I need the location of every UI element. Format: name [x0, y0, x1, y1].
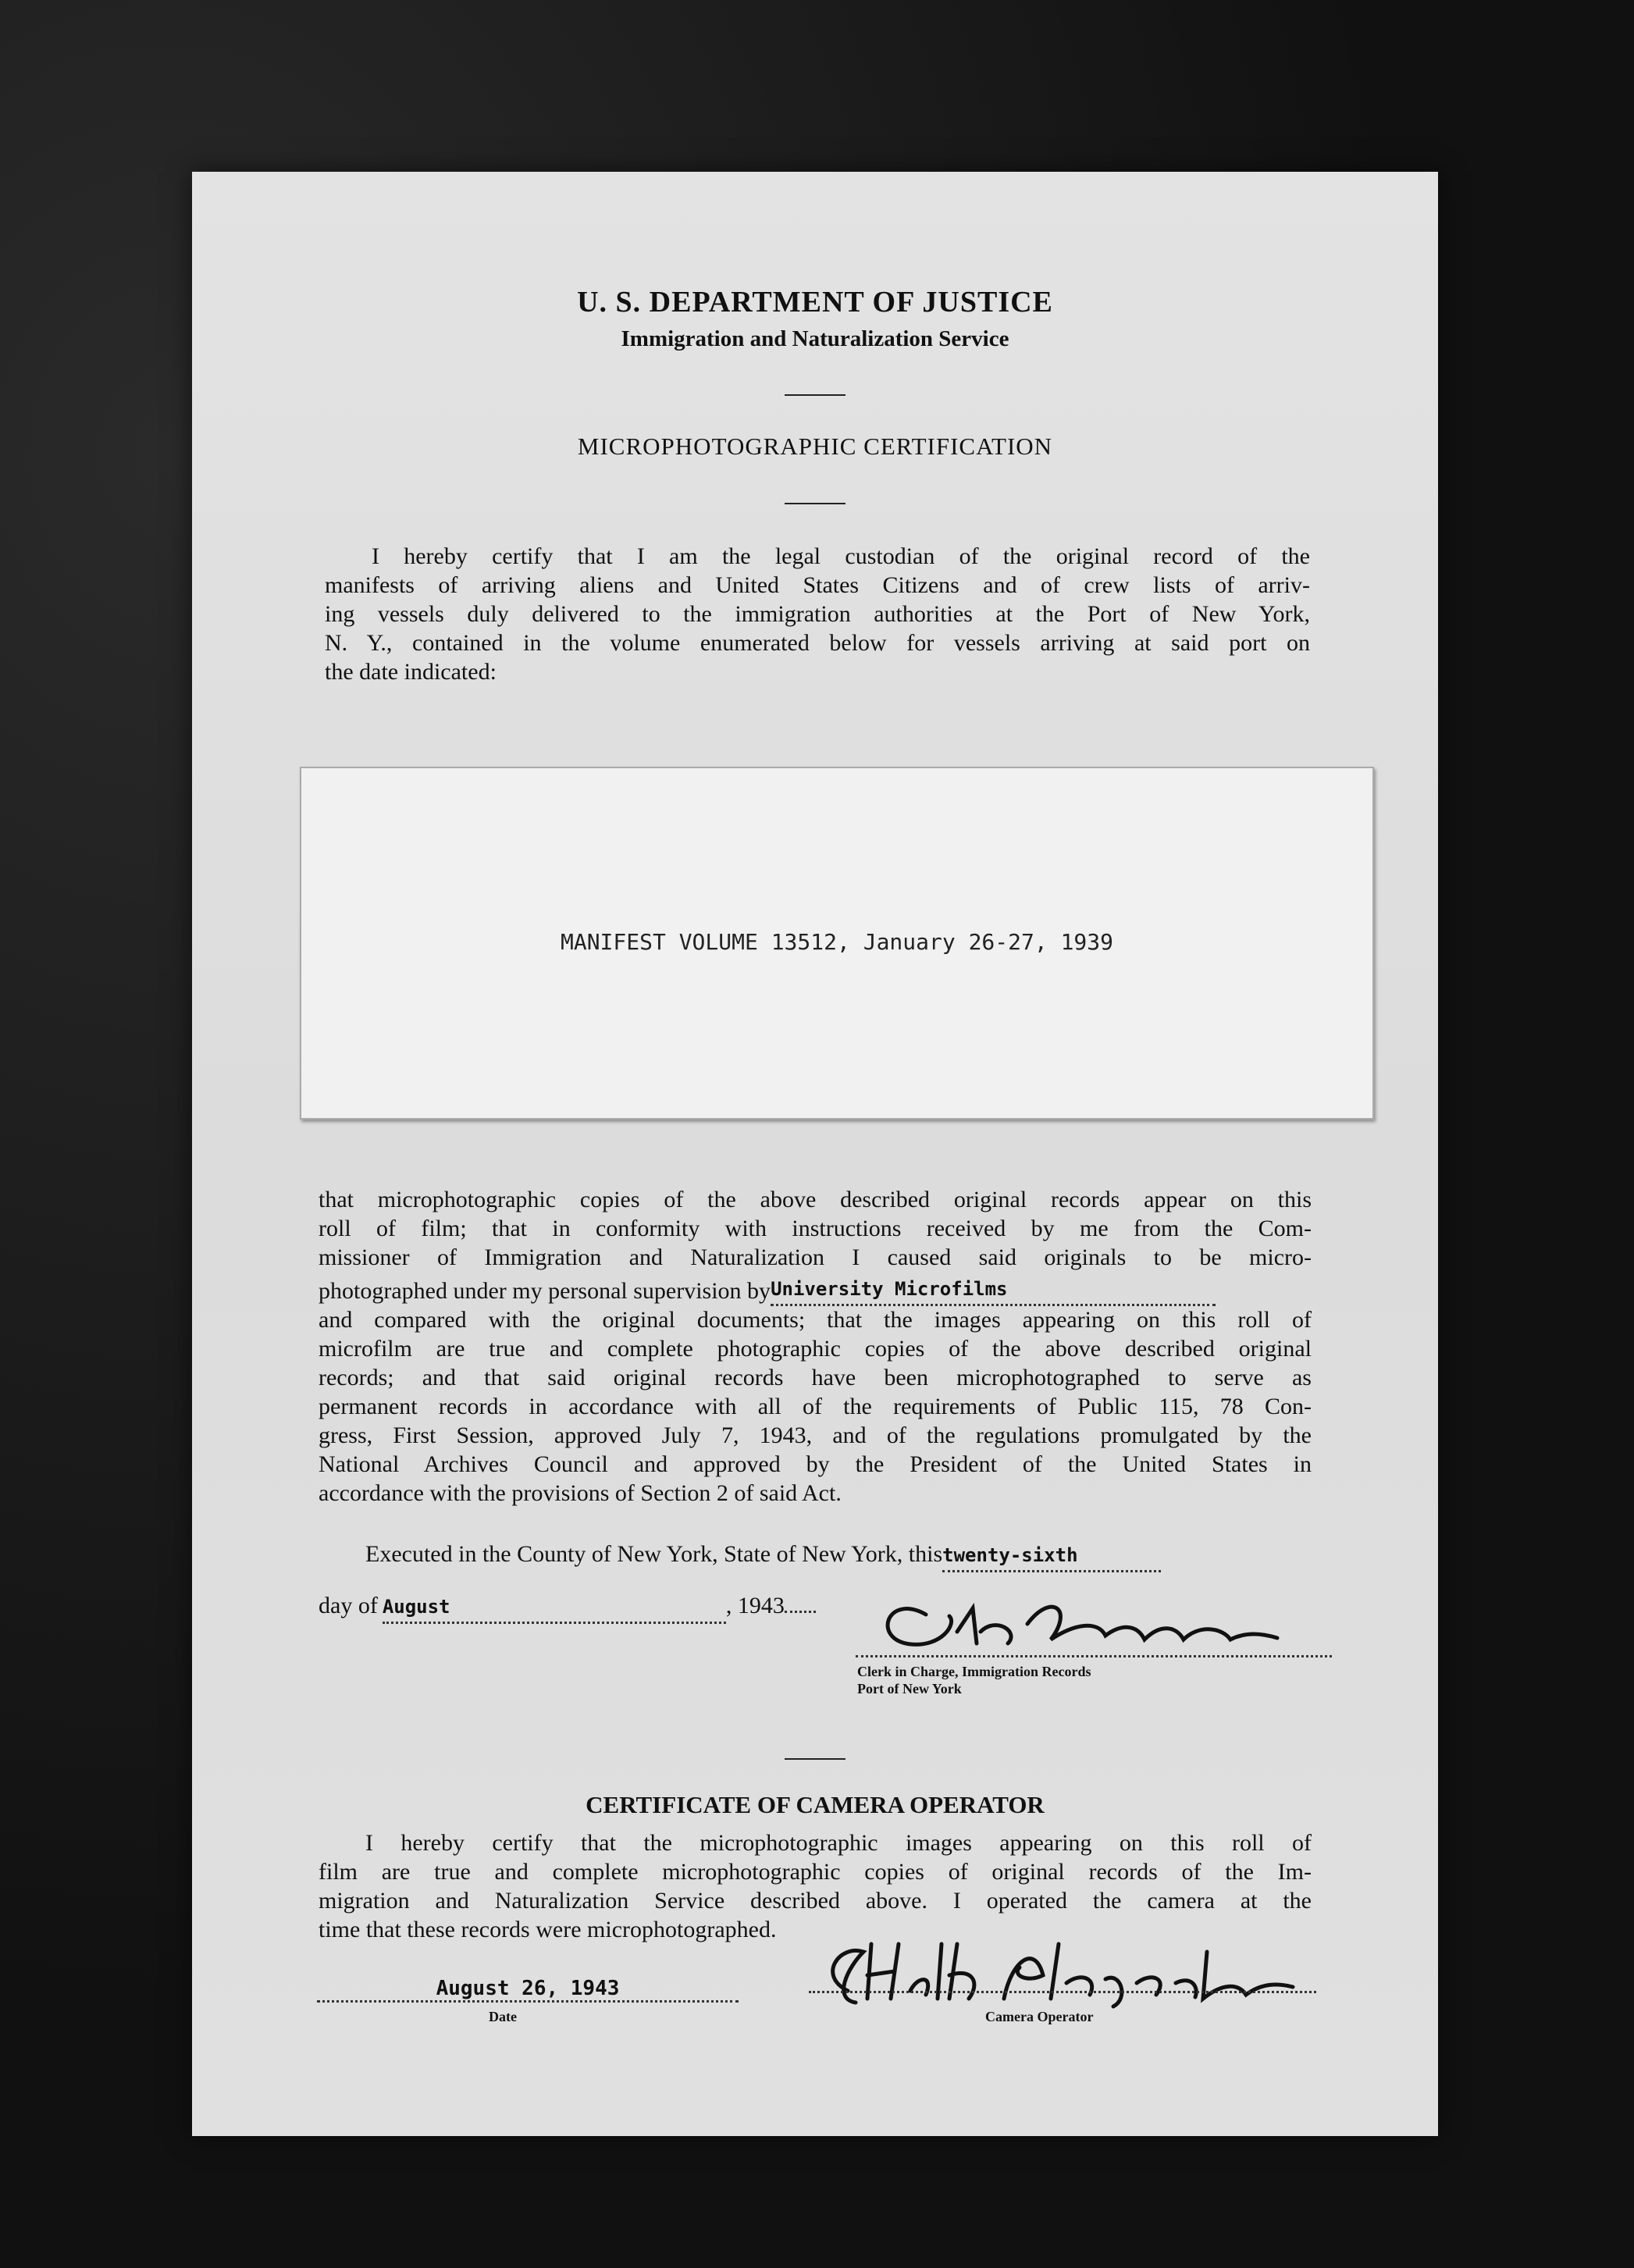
- executed-line: Executed in the County of New York, State of New York, thistwenty-sixth: [365, 1540, 1341, 1572]
- operator-signature-line: [809, 1991, 1316, 1993]
- month-fill: August: [382, 1596, 450, 1618]
- executed-day-fill: twenty-sixth: [942, 1544, 1078, 1566]
- divider-rule: [785, 394, 845, 396]
- divider-rule: [785, 503, 845, 504]
- camera-line: I hereby certify that the microphotographic images appearing on this roll of: [365, 1830, 1312, 1856]
- clerk-title-line2: Port of New York: [857, 1681, 962, 1697]
- service-subheading: Immigration and Naturalization Service: [621, 326, 1009, 351]
- body-line: permanent records in accordance with all of the requirements of Public 115, 78 Con-: [319, 1394, 1312, 1419]
- camera-operator-label: Camera Operator: [985, 2009, 1094, 2024]
- department-heading: U. S. DEPARTMENT OF JUSTICE: [577, 286, 1053, 319]
- divider-rule: [785, 1758, 845, 1760]
- body-line: gress, First Session, approved July 7, 1943, and of the regulations promulgated by the: [319, 1422, 1312, 1448]
- day-of-line: day of August , 1943: [319, 1591, 881, 1624]
- certificate-page: [192, 172, 1438, 2136]
- body-line: accordance with the provisions of Section 2 of said Act.: [319, 1480, 842, 1506]
- intro-paragraph: [325, 542, 1310, 686]
- manifest-volume-text: MANIFEST VOLUME 13512, January 26-27, 1939: [560, 929, 1113, 955]
- intro-line: manifests of arriving aliens and United States Citizens and of crew lists of arriv-: [325, 572, 1310, 598]
- body-line: roll of film; that in conformity with instructions received by me from the Com-: [319, 1216, 1312, 1241]
- clerk-title: [857, 1663, 1091, 1697]
- body-line: missioner of Immigration and Naturalization I caused said originals to be micro-: [319, 1244, 1312, 1270]
- intro-line: ing vessels duly delivered to the immigration authorities at the Port of New York,: [325, 601, 1310, 627]
- form-title: MICROPHOTOGRAPHIC CERTIFICATION: [577, 433, 1053, 460]
- body-line: microfilm are true and complete photographic copies of the above described original: [319, 1336, 1312, 1362]
- clerk-signature: [840, 1577, 1308, 1655]
- manifest-slip: [300, 767, 1374, 1120]
- camera-line: migration and Naturalization Service described above. I operated the camera at the: [319, 1888, 1312, 1914]
- intro-line: the date indicated:: [325, 659, 497, 685]
- date-fill: August 26, 1943: [436, 1977, 620, 2000]
- body-line: National Archives Council and approved by the President of the United States in: [319, 1451, 1312, 1477]
- camera-paragraph: [319, 1828, 1312, 1944]
- intro-line: N. Y., contained in the volume enumerated below for vessels arriving at said port on: [325, 630, 1310, 656]
- supervision-fill: University Microfilms: [771, 1278, 1008, 1300]
- body-line: records; and that said original records have been microphotographed to serve as: [319, 1365, 1312, 1390]
- intro-line: I hereby certify that I am the legal custodian of the original record of the: [372, 543, 1310, 569]
- camera-line: film are true and complete microphotographic copies of original records of the Im-: [319, 1859, 1312, 1885]
- camera-line: time that these records were microphotographed.: [319, 1917, 777, 1942]
- body-line: that microphotographic copies of the above described original records appear on this: [319, 1187, 1312, 1212]
- body-line: and compared with the original documents; that the images appearing on this roll of: [319, 1307, 1312, 1333]
- camera-heading: CERTIFICATE OF CAMERA OPERATOR: [586, 1791, 1045, 1818]
- date-line: [317, 1977, 739, 2003]
- body-paragraph: [319, 1185, 1312, 1508]
- clerk-title-line1: Clerk in Charge, Immigration Records: [857, 1664, 1091, 1679]
- supervision-line: photographed under my personal supervision byUniversity Microfilms: [319, 1276, 1312, 1305]
- clerk-signature-line: [856, 1655, 1332, 1657]
- date-label: Date: [489, 2009, 517, 2024]
- camera-operator-signature: [801, 1928, 1316, 2014]
